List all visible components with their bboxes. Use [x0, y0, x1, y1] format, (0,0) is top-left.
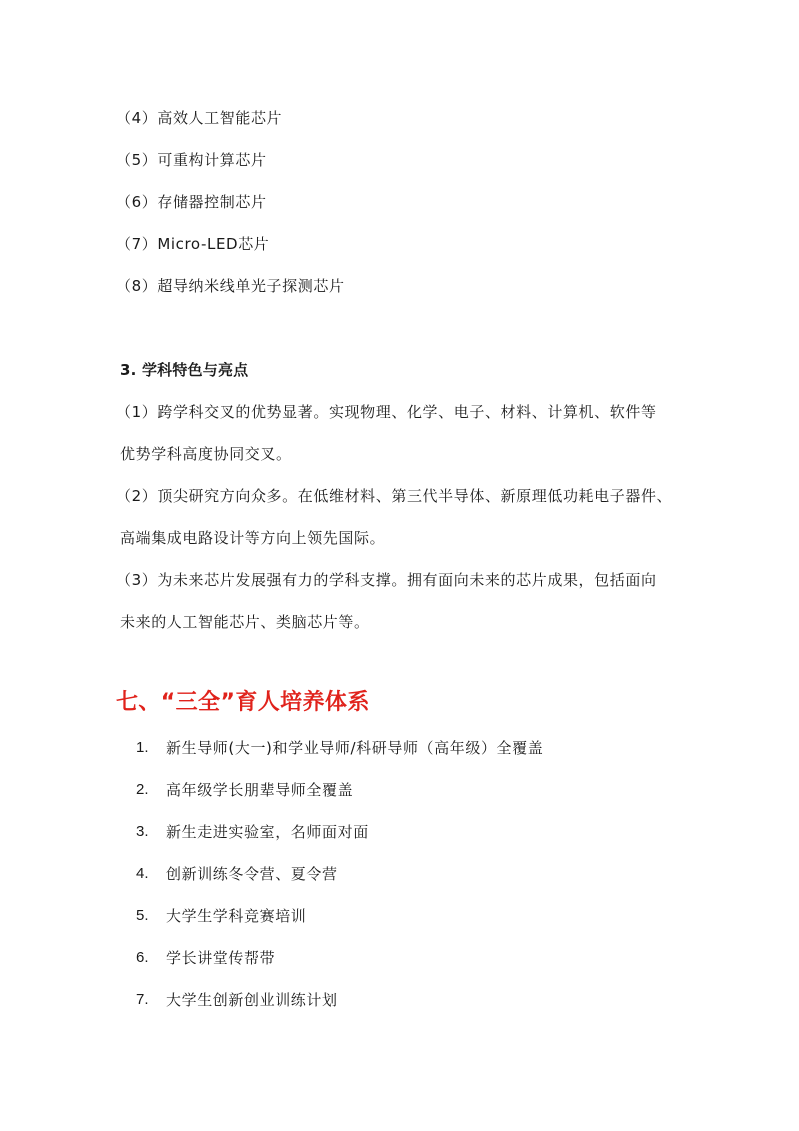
list-item: 大学生学科竞赛培训 [166, 907, 307, 925]
section-3-paragraph-line: （3）为未来芯片发展强有力的学科支撑。拥有面向未来的芯片成果，包括面向 [116, 571, 657, 589]
list-item: 大学生创新创业训练计划 [166, 991, 338, 1009]
list-item: 高年级学长朋辈导师全覆盖 [166, 781, 354, 799]
section-3-title: 3. 学科特色与亮点 [120, 361, 249, 379]
list-item-number: 1. [136, 739, 149, 756]
chip-list-item-7: （7）Micro-LED芯片 [116, 235, 270, 253]
section-3-paragraph-line: 高端集成电路设计等方向上领先国际。 [120, 529, 386, 547]
list-item: 新生导师(大一)和学业导师/科研导师（高年级）全覆盖 [166, 739, 544, 757]
list-item: 创新训练冬令营、夏令营 [166, 865, 338, 883]
list-item-number: 2. [136, 781, 149, 798]
list-item-number: 4. [136, 865, 149, 882]
section-3-paragraph-line: （1）跨学科交叉的优势显著。实现物理、化学、电子、材料、计算机、软件等 [116, 403, 657, 421]
list-item-number: 6. [136, 949, 149, 966]
section-3-paragraph-line: （2）顶尖研究方向众多。在低维材料、第三代半导体、新原理低功耗电子器件、 [116, 487, 673, 505]
list-item-number: 7. [136, 991, 149, 1008]
chip-list-item-5: （5）可重构计算芯片 [116, 151, 267, 169]
chip-list-item-6: （6）存储器控制芯片 [116, 193, 267, 211]
chip-list-item-4: （4）高效人工智能芯片 [116, 109, 283, 127]
section-3-paragraph-line: 优势学科高度协同交叉。 [120, 445, 292, 463]
list-item-number: 5. [136, 907, 149, 924]
section-7-heading: 七、“三全”育人培养体系 [116, 690, 370, 715]
list-item-number: 3. [136, 823, 149, 840]
chip-list-item-8: （8）超导纳米线单光子探测芯片 [116, 277, 345, 295]
section-3-paragraph-line: 未来的人工智能芯片、类脑芯片等。 [120, 613, 370, 631]
list-item: 新生走进实验室，名师面对面 [166, 823, 369, 841]
list-item: 学长讲堂传帮带 [166, 949, 276, 967]
